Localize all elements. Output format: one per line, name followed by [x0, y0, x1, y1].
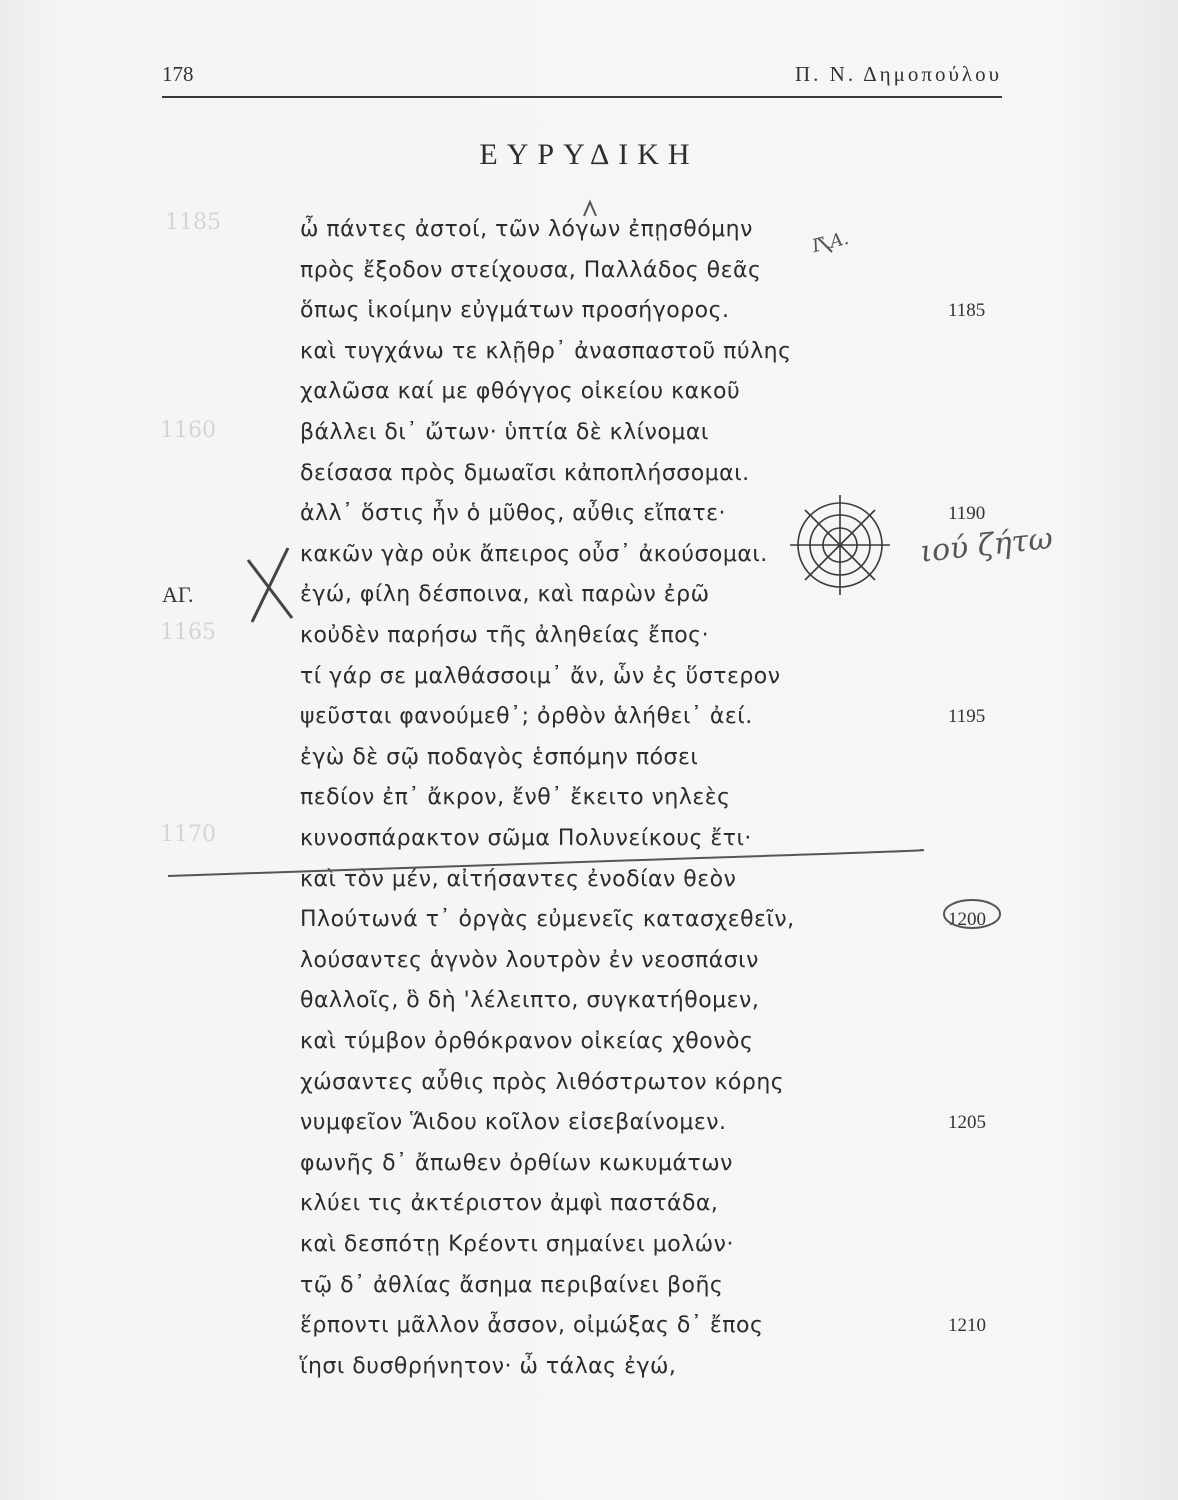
verse-line: νυμφεῖον Ἅιδου κοῖλον εἰσεβαίνομεν. [300, 1110, 727, 1135]
header-rule [162, 96, 1002, 98]
verse-line: ψεῦσται φανούμεθ᾽; ὀρθὸν ἁλήθει᾽ ἀεί. [300, 704, 753, 729]
verse-line: χαλῶσα καί με φθόγγος οἰκείου κακοῦ [300, 379, 741, 404]
line-number: 1185 [948, 300, 986, 321]
verse-line: καὶ τυγχάνω τε κλῇθρ᾽ ἀνασπαστοῦ πύλης [300, 339, 792, 364]
line-number: 1195 [948, 706, 986, 727]
verse-line: ἵησι δυσθρήνητον· ὦ τάλας ἐγώ, [300, 1354, 677, 1379]
verse-line: κυνοσπάρακτον σῶμα Πολυνείκους ἔτι· [300, 826, 752, 851]
spider-web-doodle [790, 495, 890, 595]
verse-line: Πλούτωνά τ᾽ ὀργὰς εὐμενεῖς κατασχεθεῖν, [300, 907, 795, 932]
line-number: 1190 [948, 503, 986, 524]
page-number: 178 [162, 62, 194, 86]
verse-line: καὶ δεσπότῃ Κρέοντι σημαίνει μολών· [300, 1232, 734, 1257]
verse-line: ὦ πάντες ἀστοί, τῶν λόγων ἐπῃσθόμην [300, 217, 753, 242]
speaker-label: ΑΓ. [162, 582, 194, 607]
verse-line: τῷ δ᾽ ἀθλίας ἄσημα περιβαίνει βοῆς [300, 1273, 724, 1298]
verse-line: κλύει τις ἀκτέριστον ἀμφὶ παστάδα, [300, 1191, 719, 1216]
verse-line: βάλλει δι᾽ ὤτων· ὑπτία δὲ κλίνομαι [300, 420, 709, 445]
page-header [162, 62, 1002, 96]
verse-line: ἐγὼ δὲ σῷ ποδαγὸς ἑσπόμην πόσει [300, 745, 699, 770]
verse-line: πρὸς ἔξοδον στείχουσα, Παλλάδος θεᾶς [300, 258, 762, 283]
margin-note: ιού ζήτω [918, 521, 1055, 570]
line-number: 1205 [948, 1112, 986, 1133]
verse-line: καὶ τύμβον ὀρθόκρανον οἰκείας χθονὸς [300, 1029, 754, 1054]
bleed-through-1170: 1170 [160, 822, 216, 847]
verse-line: καὶ τὸν μέν, αἰτήσαντες ἐνοδίαν θεὸν [300, 867, 737, 892]
verse-line: ἐγώ, φίλη δέσποινα, καὶ παρὼν ἐρῶ [300, 582, 710, 607]
verse-line: ἕρποντι μᾶλλον ἆσσον, οἰμώξας δ᾽ ἔπος [300, 1313, 764, 1338]
verse-line: λούσαντες ἁγνὸν λουτρὸν ἐν νεοσπάσιν [300, 948, 759, 973]
verse-line: κακῶν γὰρ οὐκ ἄπειρος οὖσ᾽ ἀκούσομαι. [300, 542, 768, 567]
line-number: 1210 [948, 1315, 986, 1336]
verse-line: θαλλοῖς, ὃ δὴ 'λέλειπτο, συγκατήθομεν, [300, 988, 760, 1013]
verse-line: τί γάρ σε μαλθάσσοιμ᾽ ἄν, ὧν ἐς ὕστερον [300, 664, 781, 689]
verse-line: δείσασα πρὸς δμωαῖσι κἀποπλήσσομαι. [300, 461, 750, 486]
verse-line: κοὐδὲν παρήσω τῆς ἀληθείας ἔπος· [300, 623, 710, 648]
verse-line: πεδίον ἐπ᾽ ἄκρον, ἔνθ᾽ ἔκειτο νηλεὲς [300, 785, 731, 810]
verse-line: φωνῆς δ᾽ ἄπωθεν ὀρθίων κωκυμάτων [300, 1151, 733, 1176]
x-mark-icon [248, 548, 292, 622]
running-head: Π. Ν. Δημοπούλου [795, 62, 1002, 86]
corner-note: Γ.Α. [810, 227, 851, 258]
bleed-through-1165: 1165 [160, 620, 216, 645]
section-title: ΕΥΡΥΔΙΚΗ [479, 138, 699, 171]
line-number: 1200 [948, 909, 986, 930]
verse-line: χώσαντες αὖθις πρὸς λιθόστρωτον κόρης [300, 1070, 785, 1095]
verse-line: ὅπως ἱκοίμην εὐγμάτων προσήγορος. [300, 298, 730, 323]
verse-line: ἀλλ᾽ ὅστις ἦν ὁ μῦθος, αὖθις εἴπατε· [300, 501, 727, 526]
bleed-through-1185: 1185 [165, 210, 221, 235]
bleed-through-1160: 1160 [160, 418, 216, 443]
